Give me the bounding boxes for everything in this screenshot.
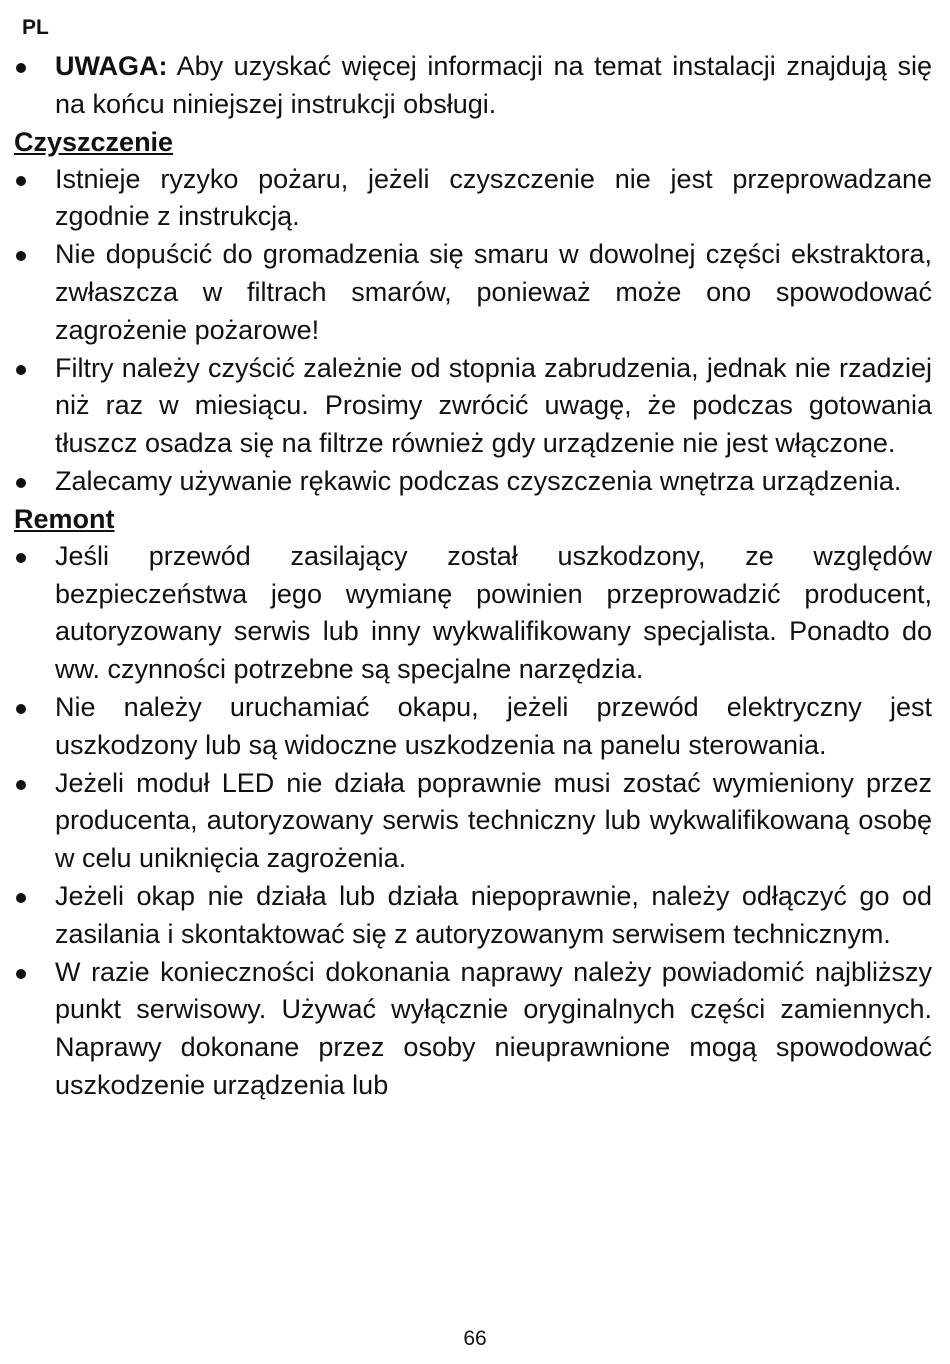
list-item-text: Nie dopuścić do gromadzenia się smaru w dowolnej części ekstraktora, zwłaszcza w filtrach smarów, ponieważ może ono spowodować zagrożenie pożarowe! <box>55 239 932 345</box>
list-item <box>14 236 932 349</box>
bullet-icon <box>16 251 26 261</box>
bullet-icon <box>16 969 26 979</box>
intro-list <box>14 48 932 124</box>
list-item <box>14 689 932 765</box>
document-body <box>14 48 932 1105</box>
bullet-icon <box>16 478 26 488</box>
cleaning-list <box>14 161 932 501</box>
section-heading-repair: Remont <box>14 503 115 534</box>
list-item <box>14 463 932 501</box>
list-item-text: Jeżeli moduł LED nie działa poprawnie musi zostać wymieniony przez producenta, autoryzowany serwis techniczny lub wykwalifikowaną osobę w celu uniknięcia zagrożenia. <box>55 767 932 874</box>
list-item-text: Jeżeli okap nie działa lub działa niepoprawnie, należy odłączyć go od zasilania i skontaktować się z autoryzowanym serwisem technicznym. <box>55 880 932 949</box>
bullet-icon <box>16 704 26 714</box>
list-item <box>14 538 932 689</box>
bullet-icon <box>16 553 26 563</box>
note-item <box>14 48 932 124</box>
note-text: Aby uzyskać więcej informacji na temat instalacji znajdują się na końcu niniejszej instrukcji obsługi. <box>55 51 932 119</box>
note-label: UWAGA: <box>55 51 168 81</box>
list-item-text: Filtry należy czyścić zależnie od stopnia zabrudzenia, jednak nie rzadziej niż raz w miesiącu. Prosimy zwrócić uwagę, że podczas gotowania tłuszcz osadza się na filtrze również gdy urządzenie nie jest włączone. <box>55 352 932 459</box>
language-code: PL <box>22 16 49 39</box>
list-item-text: Istnieje ryzyko pożaru, jeżeli czyszczenie nie jest przeprowadzane zgodnie z instrukcją. <box>55 163 932 232</box>
list-item-text: Jeśli przewód zasilający został uszkodzony, ze względów bezpieczeństwa jego wymianę powinien przeprowadzić producent, autoryzowany serwis lub inny wykwalifikowany specjalista. Ponadto do ww. czynności potrzebne są specjalne narzędzia. <box>55 540 932 685</box>
list-item <box>14 161 932 237</box>
bullet-icon <box>16 63 26 73</box>
list-item <box>14 350 932 463</box>
list-item-text: Zalecamy używanie rękawic podczas czyszczenia wnętrza urządzenia. <box>55 465 902 496</box>
list-item <box>14 954 932 1105</box>
bullet-icon <box>16 365 26 375</box>
repair-list <box>14 538 932 1105</box>
bullet-icon <box>16 780 26 790</box>
list-item <box>14 765 932 878</box>
bullet-icon <box>16 893 26 903</box>
list-item-text: Nie należy uruchamiać okapu, jeżeli przewód elektryczny jest uszkodzony lub są widoczne uszkodzenia na panelu sterowania. <box>55 691 932 760</box>
bullet-icon <box>16 176 26 186</box>
list-item <box>14 878 932 954</box>
section-heading-cleaning: Czyszczenie <box>14 126 174 157</box>
list-item-text: W razie konieczności dokonania naprawy należy powiadomić najbliższy punkt serwisowy. Używać wyłącznie oryginalnych części zamiennych. Naprawy dokonane przez osoby nieuprawnione mogą spowodować uszkodzenie urządzenia lub <box>55 956 932 1100</box>
page-number: 66 <box>463 1327 487 1350</box>
